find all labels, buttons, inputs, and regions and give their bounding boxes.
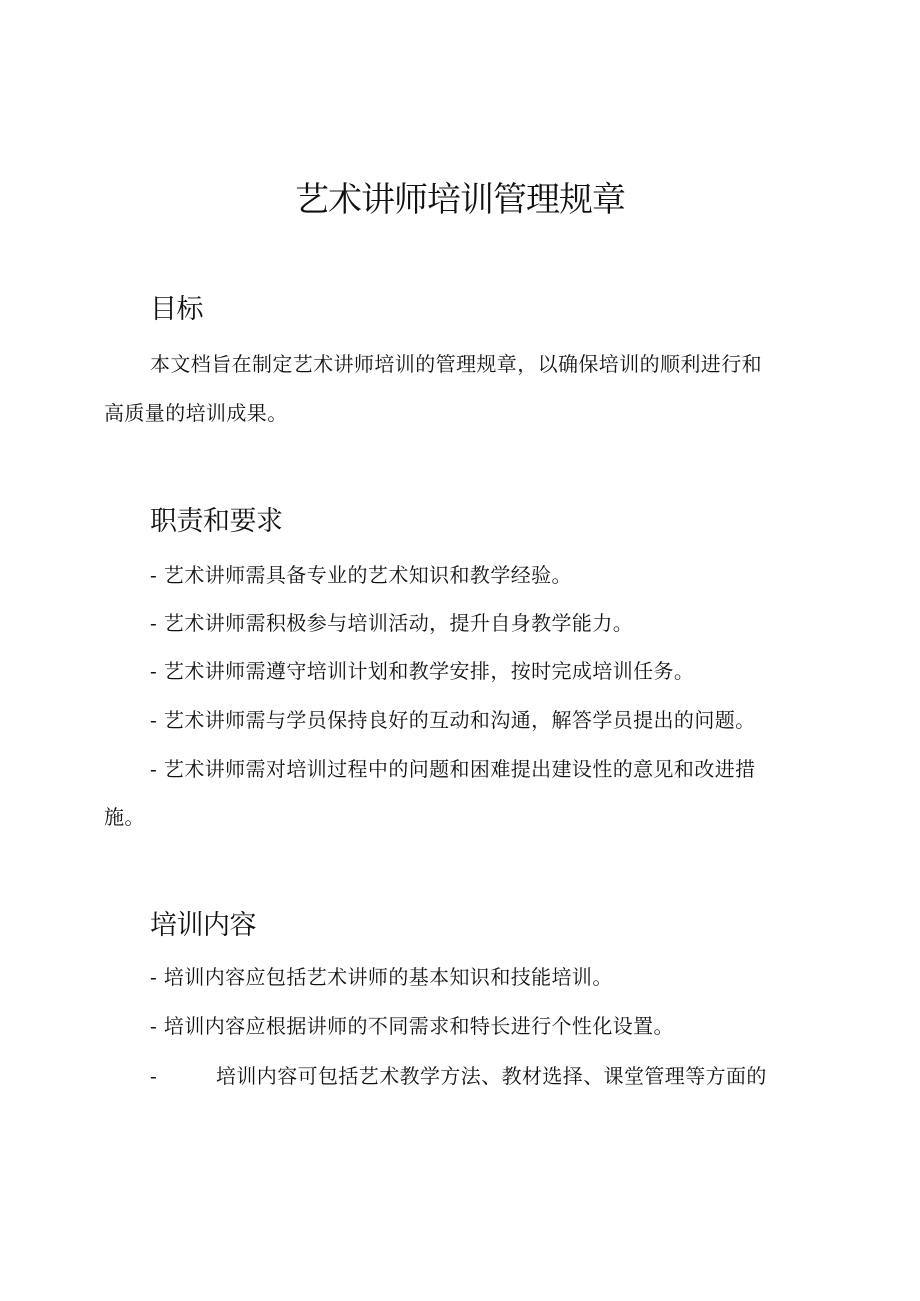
goal-line-1: 本文档旨在制定艺术讲师培训的管理规章，以确保培训的顺利进行和 [150,352,762,376]
content-line-3: 培训内容可包括艺术教学方法、教材选择、课堂管理等方面的 [216,1064,767,1088]
section-heading-content: 培训内容 [150,910,256,941]
duties-line-4: - 艺术讲师需与学员保持良好的互动和沟通，解答学员提出的问题。 [150,708,756,732]
section-heading-goal: 目标 [150,294,203,325]
duties-line-6: 施。 [104,805,145,829]
section-heading-duties: 职责和要求 [150,506,283,537]
duties-line-5: - 艺术讲师需对培训过程中的问题和困难提出建设性的意见和改进措 [150,757,756,781]
goal-line-2: 高质量的培训成果。 [104,401,288,425]
duties-line-1: - 艺术讲师需具备专业的艺术知识和教学经验。 [150,563,572,587]
duties-line-3: - 艺术讲师需遵守培训计划和教学安排，按时完成培训任务。 [150,659,695,683]
duties-line-2: - 艺术讲师需积极参与培训活动，提升自身教学能力。 [150,611,634,635]
content-line-3-dash: - [150,1064,157,1088]
content-line-1: - 培训内容应包括艺术讲师的基本知识和技能培训。 [150,965,613,989]
content-line-2: - 培训内容应根据讲师的不同需求和特长进行个性化设置。 [150,1014,674,1038]
document-title: 艺术讲师培训管理规章 [295,180,625,220]
